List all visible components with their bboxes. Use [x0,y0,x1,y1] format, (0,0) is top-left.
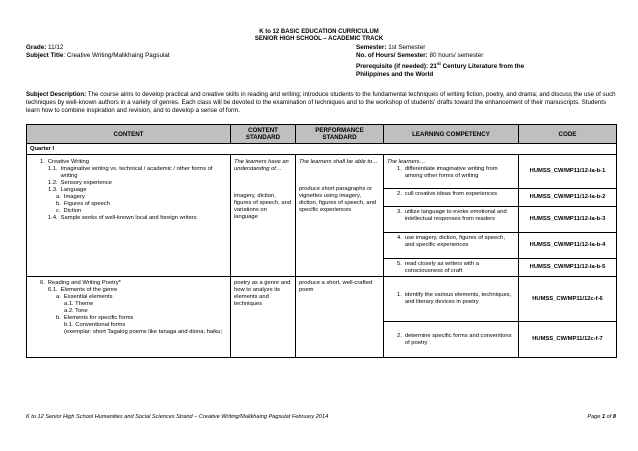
subject-label: Subject Title [26,52,64,59]
code-cell: HUMSS_CW/MP11/12-Ia-b-5 [519,259,617,277]
prerequisite-line [356,60,616,78]
competency-cell: 2. cull creative ideas from experiences [384,189,519,207]
page-footer [26,414,616,420]
description-text: The course aims to develop practical and creative skills in reading and writing; introduce students to the fundamental techniques of writing fiction, poetry, and drama; and discuss the use of such techniques by well-known authors in a variety of genres. Each class will be devoted to the examination of techniques and to the workshop of students' drafts toward the enhancement of their manuscripts. Students learn how to combine inspiration and revision, and to develop a sense of form. [26,91,616,114]
prereq-rest: Century Literature from the [440,63,525,71]
list-item: 1.2. Sensory experience [48,180,112,186]
document-header [0,29,638,43]
header-content: CONTENT [27,125,231,144]
curriculum-table [26,124,617,358]
section2-content-standard: poetry as a genre and how to analyze its elements and techniques [231,277,296,358]
prereq-label: Prerequisite (if needed): 21 [356,63,437,71]
hours-label: No. of Hours/ Semester: [356,52,428,59]
code-cell: HUMSS_CW/MP11/12c-f-7 [519,322,617,358]
header-performance-standard: PERFORMANCE STANDARD [296,125,384,144]
header-content-standard: CONTENT STANDARD [231,125,296,144]
prereq-line2: Philippines and the World [356,70,434,78]
header-code: CODE [519,125,617,144]
hours-line [356,52,616,60]
list-item: 6.1. Elements of the genre [48,287,118,293]
competency-cell: The learners… 1. differentiate imaginative writing from among other forms of writing [384,155,519,189]
table-header-row [27,125,617,144]
grade-line [26,44,63,52]
competency-cell: 2. determine specific forms and conventions of poetry [384,322,519,358]
section2-performance-standard: produce a short, well-crafted poem [296,277,384,358]
list-item: c. Diction [56,208,82,214]
list-item: a. Essential elements [56,294,113,300]
code-cell: HUMSS_CW/MP11/12-Ia-b-4 [519,233,617,259]
subject-line [26,52,170,60]
list-item: 1.1. Imaginative writing vs. technical / academic / other forms of writing [48,166,213,179]
quarter-row [27,144,617,155]
list-item: b. Figures of speech [56,201,110,207]
list-item: a. Imagery [56,194,85,200]
semester-line [356,44,616,52]
competency-cell: 1. identify the various elements, techniques, and literary devices in poetry [384,277,519,322]
footer-left: K to 12 Senior High School Humanities and Social Sciences Strand – Creative Writing/Malikhaing Pagsulat February 2014 [26,414,329,420]
list-item: b.1. Conventional forms [64,322,126,328]
section2-content [27,277,231,358]
grade-value: 11/12 [48,44,64,51]
header-line-2: SENIOR HIGH SCHOOL – ACADEMIC TRACK [254,36,384,43]
list-item: 1. differentiate imaginative writing from among other forms of writing [397,166,498,179]
table-row [27,155,617,189]
competency-cell: 3. utilize language to evoke emotional and intellectual responses from readers [384,207,519,233]
semester-label: Semester: [356,44,387,51]
code-cell: HUMSS_CW/MP11/12-Ia-b-1 [519,155,617,189]
description-label: Subject Description: [26,91,87,98]
quarter-label: Quarter I [27,144,617,155]
competency-cell: 5. read closely as writers with a consciousness of craft [384,259,519,277]
list-item: 1. Creative Writing [40,159,89,165]
list-item: a.1. Theme [64,301,94,307]
code-cell: HUMSS_CW/MP11/12-Ia-b-2 [519,189,617,207]
table-row [27,277,617,322]
subject-value: : Creative Writing/Malikhaing Pagsulat [63,52,170,59]
list-item: 6. Reading and Writing Poetry* [40,280,121,286]
list-item: 1.3. Language [48,187,87,193]
list-item: b. Elements for specific forms [56,315,134,321]
semester-value: 1st Semester [388,44,426,51]
page-number: Page 1 of 8 [587,414,616,420]
code-cell: HUMSS_CW/MP11/12-Ia-b-3 [519,207,617,233]
list-item: (exemplar: short Tagalog poems like tanaga and diona; haiku; [64,329,223,335]
grade-label: Grade: [26,44,47,51]
section1-content [27,155,231,277]
competency-cell: 4. use imagery, diction, figures of speech, and specific experiences [384,233,519,259]
prereq-sup: st [436,61,441,66]
section1-performance-standard: The learners shall be able to… produce short paragraphs or vignettes using imagery, diction, figures of speech, and specific experiences [296,155,384,277]
hours-value: 80 hours/ semester [429,52,484,59]
list-item: a.2. Tone [64,308,88,314]
code-cell: HUMSS_CW/MP11/12c-f-6 [519,277,617,322]
header-line-1: K to 12 BASIC EDUCATION CURRICULUM [259,29,379,35]
subject-description [26,91,616,115]
section1-content-standard: The learners have an understandng of… imagery, diction, figures of speech, and variations on language [231,155,296,277]
header-learning-competency: LEARNING COMPETENCY [384,125,519,144]
list-item: 1.4. Sample works of well-known local and foreign writers [48,215,197,221]
